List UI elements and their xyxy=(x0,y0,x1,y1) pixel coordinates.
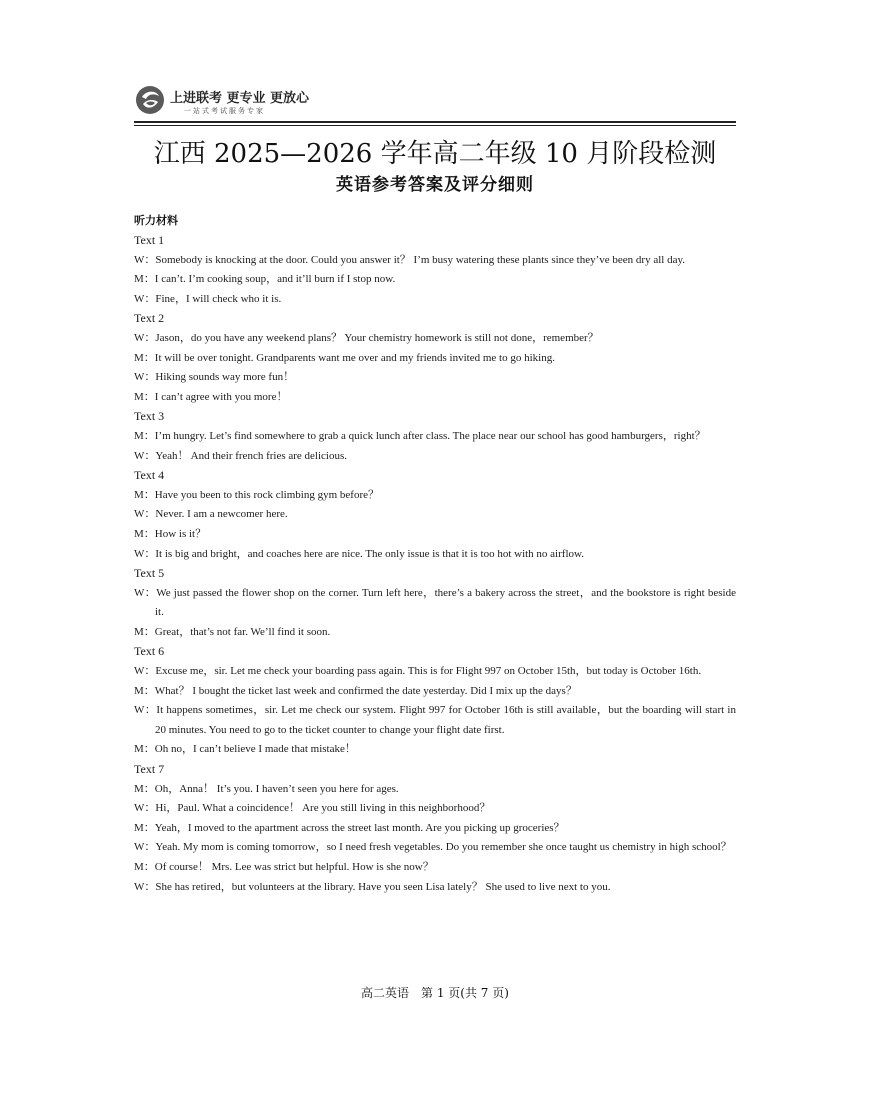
dialogue-line: W：Somebody is knocking at the door. Could you answer it？ I’m busy watering these plants since they’ve been dry all day. xyxy=(134,253,686,266)
transcript-body xyxy=(134,211,736,897)
page-footer: 高二英语 第 1 页(共 7 页) xyxy=(361,986,509,1000)
page-title: 江西 2025—2026 学年高二年级 10 月阶段检测 xyxy=(153,139,717,169)
dialogue-line: W：Excuse me，sir. Let me check your boarding pass again. This is for Flight 997 on October 15th，but today is October 16th. xyxy=(134,665,702,678)
header-logo xyxy=(134,84,736,124)
dialogue-line: W：Hiking sounds way more fun！ xyxy=(134,371,295,384)
logo-sub-slogan: 一站式考试服务专家 xyxy=(184,107,265,115)
logo-swirl-icon xyxy=(134,84,166,116)
dialogue-line: W：Fine，I will check who it is. xyxy=(134,292,282,305)
dialogue-line: M：Have you been to this rock climbing gym before？ xyxy=(134,488,380,501)
section-title: 听力材料 xyxy=(134,214,178,227)
dialogue-line: M：I’m hungry. Let’s find somewhere to grab a quick lunch after class. The place near our school has good hamburgers，right？ xyxy=(134,429,706,442)
text-label: Text 1 xyxy=(134,233,165,247)
text-label: Text 2 xyxy=(134,311,165,326)
dialogue-line: M：Yeah，I moved to the apartment across the street last month. Are you picking up groceries？ xyxy=(134,821,565,834)
text-label: Text 4 xyxy=(134,468,165,483)
dialogue-line: W：Yeah！ And their french fries are delicious. xyxy=(134,449,348,462)
dialogue-line: M：I can’t agree with you more！ xyxy=(134,390,288,403)
dialogue-line: W：Yeah. My mom is coming tomorrow，so I need fresh vegetables. Do you remember she once taught us chemistry in high school？ xyxy=(134,841,732,854)
dialogue-line: W：She has retired，but volunteers at the library. Have you seen Lisa lately？ She used to live next to you. xyxy=(134,880,611,893)
logo-slogan: 上进联考 更专业 更放心 xyxy=(170,91,310,106)
dialogue-line: M：Oh no，I can’t believe I made that mistake！ xyxy=(134,743,356,756)
dialogue-line: M：How is it？ xyxy=(134,527,207,540)
dialogue-line: M：Great，that’s not far. We’ll find it soon. xyxy=(134,625,331,638)
text-label: Text 3 xyxy=(134,409,165,424)
page-subtitle: 英语参考答案及评分细则 xyxy=(336,175,534,195)
dialogue-line: M：It will be over tonight. Grandparents want me over and my friends invited me to go hiking. xyxy=(134,351,555,364)
dialogue-line: W：Hi，Paul. What a coincidence！ Are you still living in this neighborhood？ xyxy=(134,802,491,815)
header-rule-thick xyxy=(134,121,736,123)
dialogue-line: W：Jason，do you have any weekend plans？ Your chemistry homework is still not done，remember？ xyxy=(134,331,599,344)
text-label: Text 5 xyxy=(134,566,165,581)
dialogue-line: M：I can’t. I’m cooking soup，and it’ll burn if I stop now. xyxy=(134,273,396,286)
text-label: Text 6 xyxy=(134,644,165,659)
dialogue-line: W：We just passed the flower shop on the corner. Turn left here，there’s a bakery across the street，and the bookstore is right beside it. xyxy=(134,586,736,619)
dialogue-line: W：Never. I am a newcomer here. xyxy=(134,508,288,521)
dialogue-line: M：What？ I bought the ticket last week and confirmed the date yesterday. Did I mix up the days？ xyxy=(134,684,577,697)
dialogue-line: W：It is big and bright，and coaches here are nice. The only issue is that it is too hot with no airflow. xyxy=(134,547,584,560)
header-rule-thin xyxy=(134,125,736,126)
text-label: Text 7 xyxy=(134,762,165,777)
transcript-rows xyxy=(134,231,736,897)
dialogue-line: W：It happens sometimes，sir. Let me check our system. Flight 997 for October 16th is still available，but the boarding will start in 20 minutes. You need to go to the ticket counter to change your flight date first. xyxy=(134,704,736,736)
dialogue-line: M：Oh，Anna！ It’s you. I haven’t seen you here for ages. xyxy=(134,782,399,795)
dialogue-line: M：Of course！ Mrs. Lee was strict but helpful. How is she now？ xyxy=(134,861,434,873)
